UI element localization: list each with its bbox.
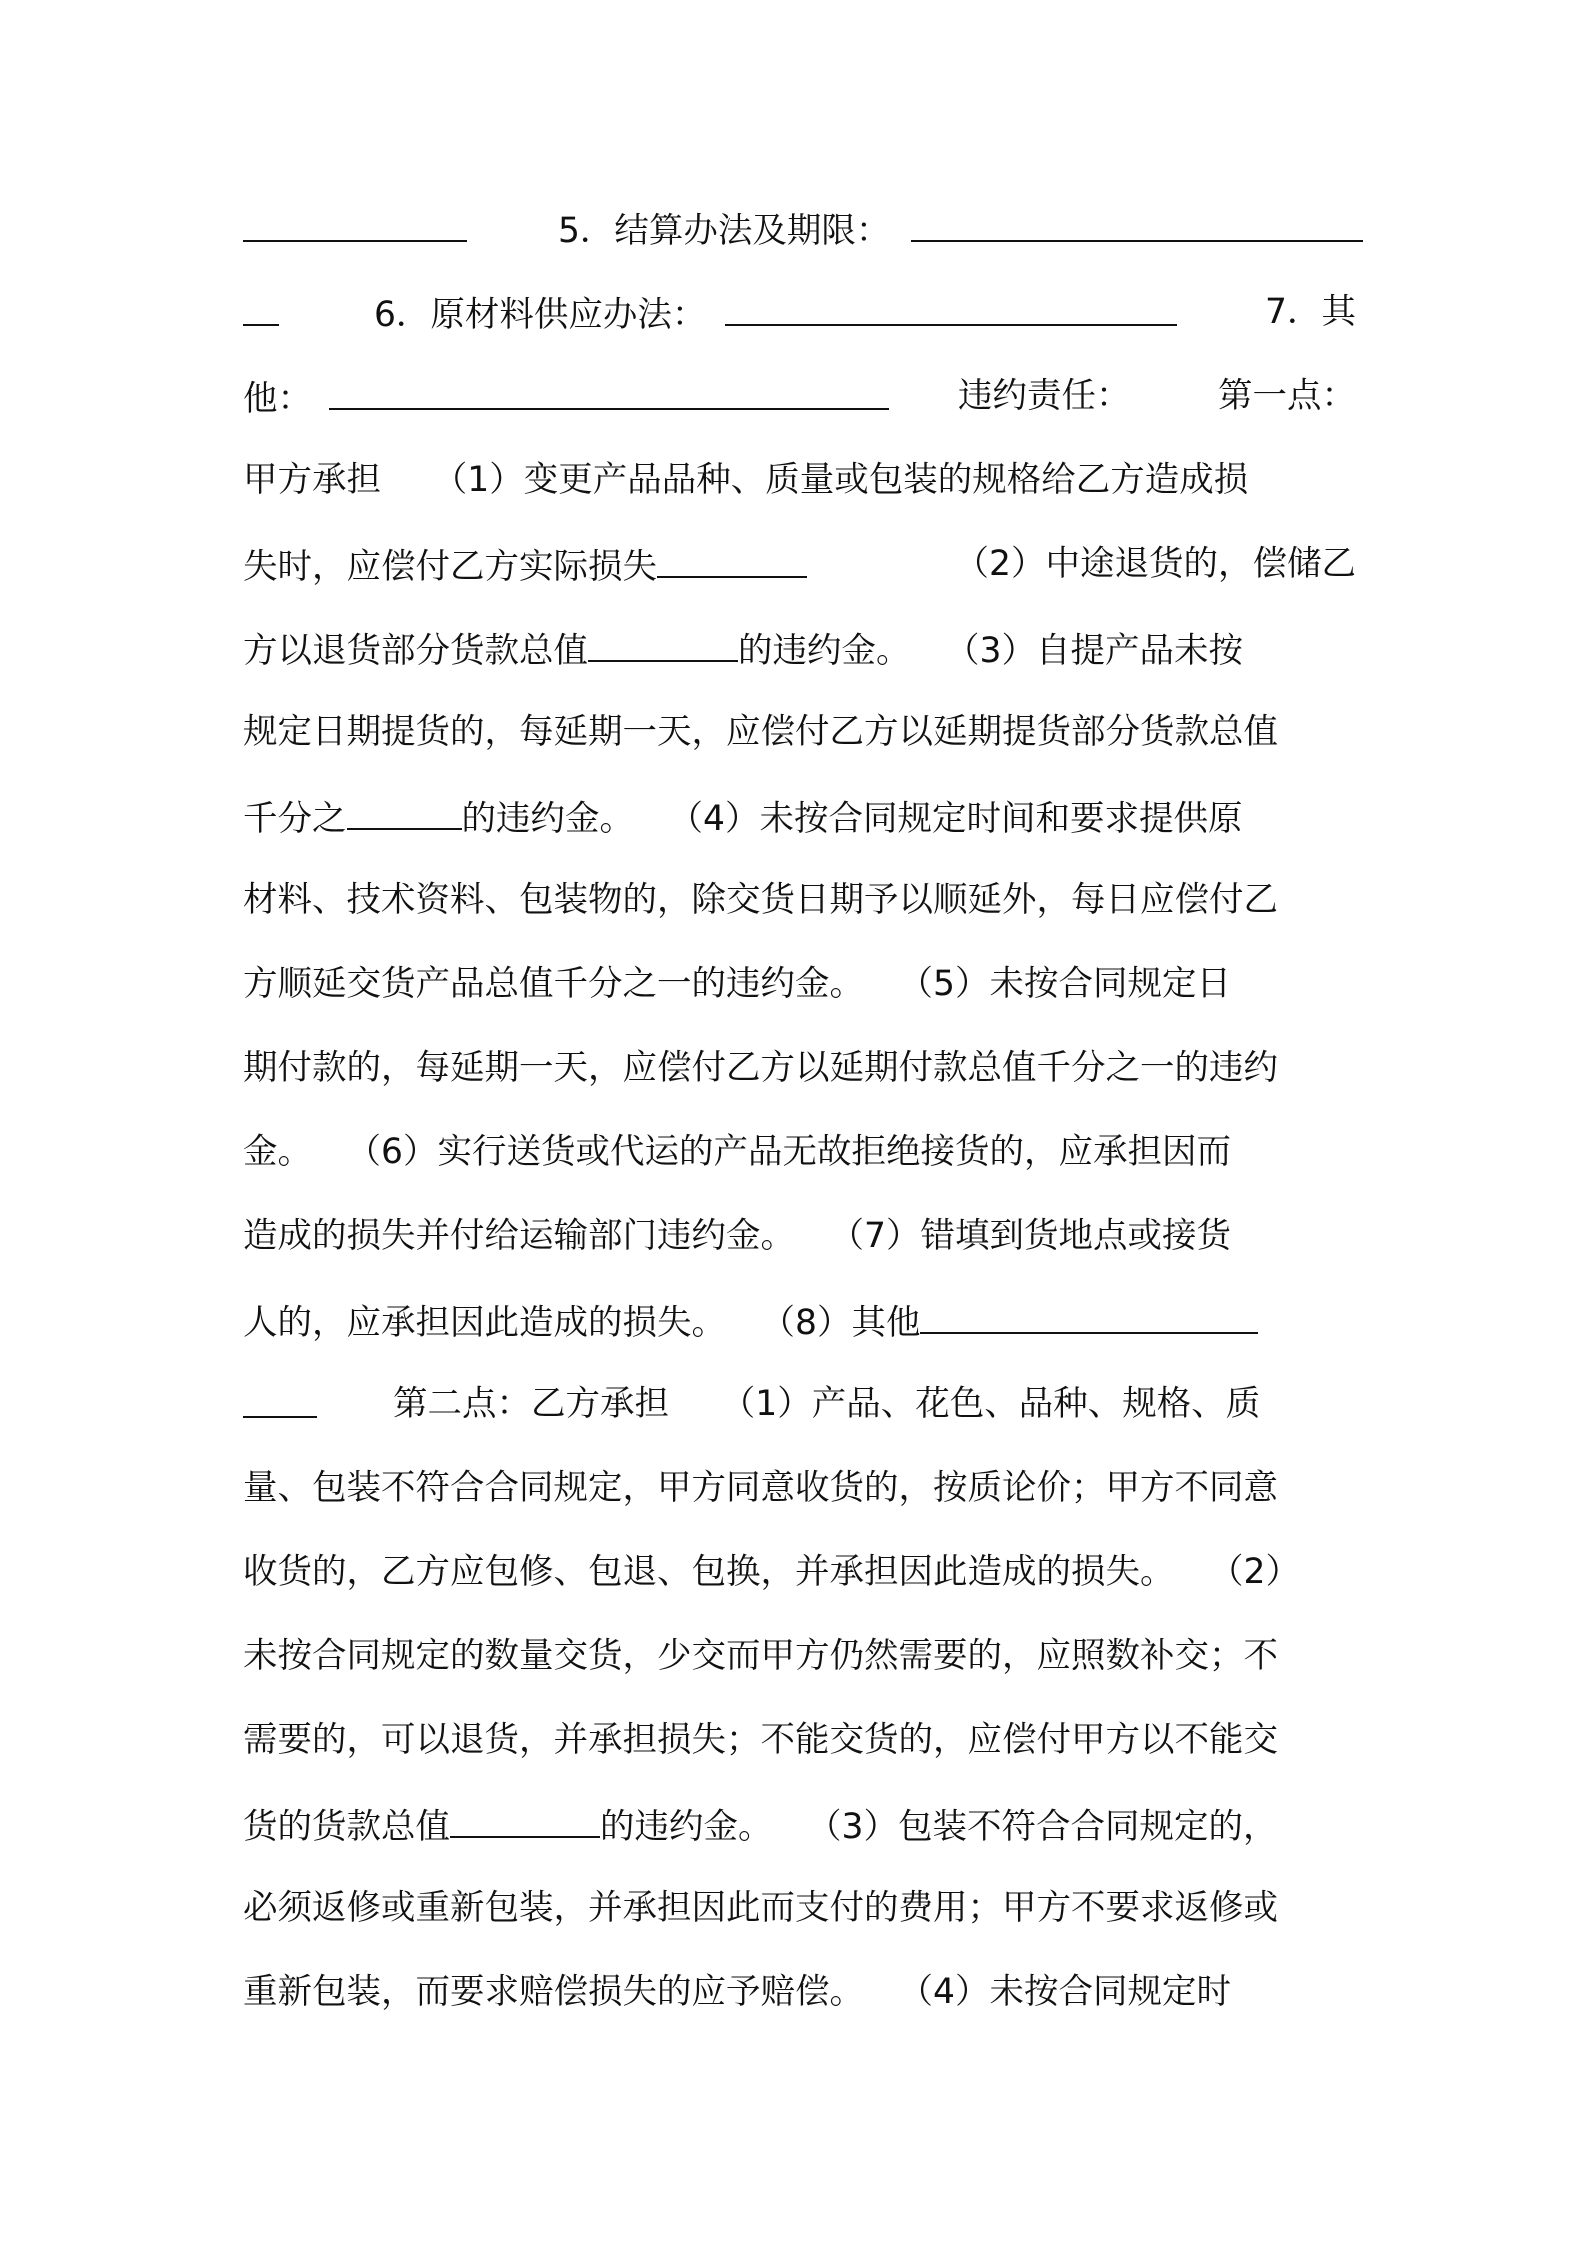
doc-line-21 [243,1880,1356,1936]
fill-blank[interactable] [588,620,738,662]
doc-line-15 [243,1376,1356,1432]
fill-blank[interactable] [243,284,279,326]
line-text: 金。 （6）实行送货或代运的产品无故拒绝接货的，应承担因而 [243,1132,1231,1172]
fill-blank[interactable] [920,1292,1258,1334]
line-text: 失时，应偿付乙方实际损失 [243,547,657,587]
doc-line-2 [243,284,1356,340]
line-text: 未按合同规定的数量交货，少交而甲方仍然需要的，应照数补交；不 [243,1636,1278,1676]
doc-line-7 [243,704,1356,760]
fill-blank[interactable] [725,284,1177,326]
line-text: 重新包装，而要求赔偿损失的应予赔偿。 （4）未按合同规定时 [243,1972,1231,2012]
doc-line-17 [243,1544,1356,1600]
line-text: 期付款的，每延期一天，应偿付乙方以延期付款总值千分之一的违约 [243,1048,1278,1088]
doc-line-20 [243,1796,1356,1852]
line-text: 造成的损失并付给运输部门违约金。 （7）错填到货地点或接货 [243,1216,1231,1256]
clause-7-label-cont: 他： [243,379,312,419]
breach-liability-heading: 违约责任： [958,376,1131,416]
fill-blank[interactable] [329,368,889,410]
line-text: 量、包装不符合合同规定，甲方同意收货的，按质论价；甲方不同意 [243,1468,1278,1508]
line-text: 的违约金。 （3）自提产品未按 [738,631,1243,671]
doc-line-6 [243,620,1356,676]
clause-6-label: 6．原材料供应办法： [373,295,707,335]
line-text: 千分之 [243,799,347,839]
doc-line-1 [243,200,1356,256]
doc-line-13 [243,1208,1356,1264]
line-text: 收货的，乙方应包修、包退、包换，并承担因此造成的损失。 （2） [243,1552,1300,1592]
doc-line-10 [243,956,1356,1012]
fill-blank[interactable] [657,536,807,578]
doc-line-16 [243,1460,1356,1516]
line-text: 规定日期提货的，每延期一天，应偿付乙方以延期提货部分货款总值 [243,712,1278,752]
line-text: 货的货款总值 [243,1807,450,1847]
doc-line-9 [243,872,1356,928]
doc-line-19 [243,1712,1356,1768]
doc-line-3 [243,368,1356,424]
line-text: 方以退货部分货款总值 [243,631,588,671]
line-text: 的违约金。 （3）包装不符合合同规定的， [600,1807,1278,1847]
point-two-heading: 第二点：乙方承担 （1）产品、花色、品种、规格、质 [393,1384,1261,1424]
line-text: 需要的，可以退货，并承担损失；不能交货的，应偿付甲方以不能交 [243,1720,1278,1760]
doc-line-14 [243,1292,1356,1348]
line-text: 材料、技术资料、包装物的，除交货日期予以顺延外，每日应偿付乙 [243,880,1278,920]
point-one-heading: 第一点： [1218,376,1356,416]
line-text: 必须返修或重新包装，并承担因此而支付的费用；甲方不要求返修或 [243,1888,1278,1928]
doc-line-12 [243,1124,1356,1180]
line-text: 方顺延交货产品总值千分之一的违约金。 （5）未按合同规定日 [243,964,1231,1004]
line-text: 甲方承担 （1）变更产品品种、质量或包装的规格给乙方造成损 [243,460,1249,500]
doc-line-8 [243,788,1356,844]
line-text: （2）中途退货的，偿储乙 [954,544,1356,584]
line-text: 人的，应承担因此造成的损失。 （8）其他 [243,1303,921,1343]
doc-line-11 [243,1040,1356,1096]
line-text: 的违约金。 （4）未按合同规定时间和要求提供原 [461,799,1243,839]
doc-line-22 [243,1964,1356,2020]
fill-blank[interactable] [243,200,467,242]
doc-line-18 [243,1628,1356,1684]
fill-blank[interactable] [450,1796,600,1838]
fill-blank[interactable] [243,1376,317,1418]
doc-line-4 [243,452,1356,508]
clause-7-label: 7．其 [1265,292,1356,332]
doc-line-5 [243,536,1356,592]
fill-blank[interactable] [347,788,462,830]
fill-blank[interactable] [911,200,1363,242]
clause-5-label: 5．结算办法及期限： [557,211,891,251]
